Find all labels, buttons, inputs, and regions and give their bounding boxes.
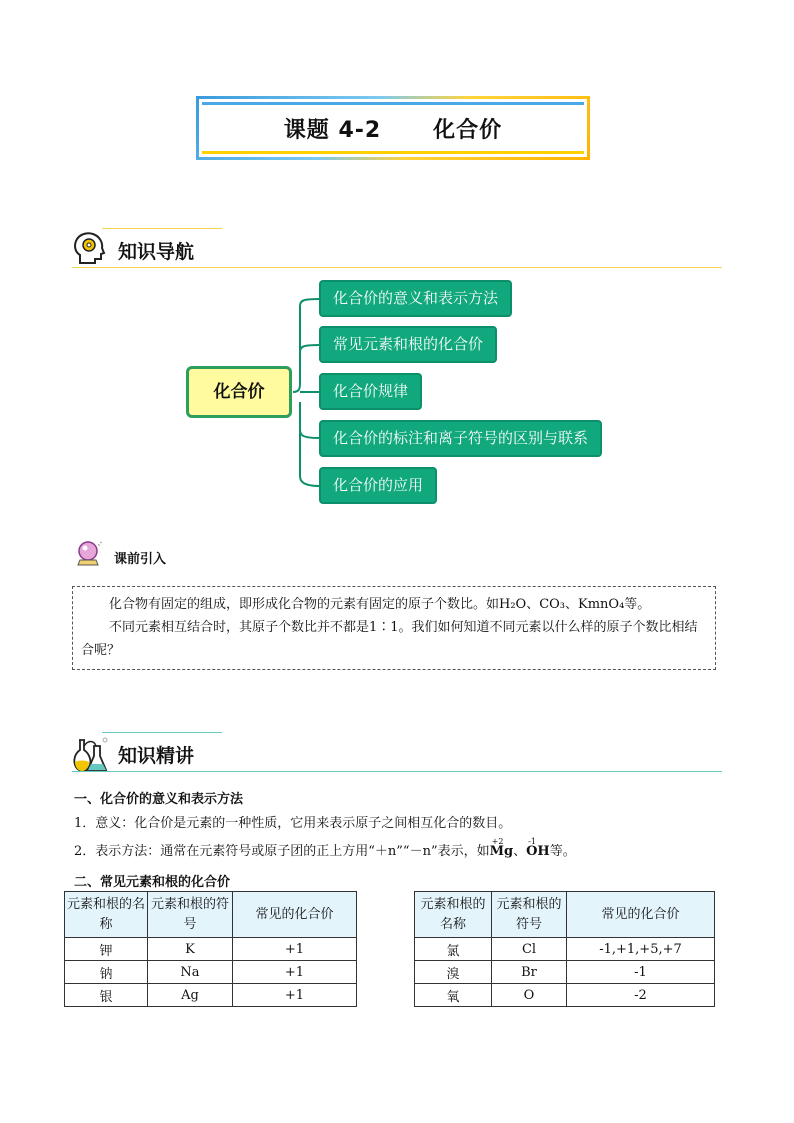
part2-heading: 二、常见元素和根的化合价 xyxy=(74,875,231,890)
flask-icon xyxy=(72,734,112,774)
intro-label: 课前引入 xyxy=(114,552,167,567)
valence-table-right xyxy=(414,891,715,1007)
intro-paragraph: 化合物有固定的组成，即形成化合物的元素有固定的原子个数比。如H₂O、CO₃、KmnO₄等。 xyxy=(109,597,651,612)
head-gear-icon xyxy=(72,230,106,266)
table-row: 钾 K +1 xyxy=(65,938,357,961)
page-title: 课题 4-2 化合价 xyxy=(283,118,503,143)
mindmap-leaf: 化合价规律 xyxy=(319,373,422,410)
part1-heading: 一、化合价的意义和表示方法 xyxy=(74,792,244,807)
crystal-ball-icon xyxy=(74,540,104,568)
section-head-nav xyxy=(72,228,722,268)
table-row: 氯 Cl -1,+1,+5,+7 xyxy=(415,938,715,961)
part1-item1: 1．意义：化合价是元素的一种性质，它用来表示原子之间相互化合的数目。 xyxy=(74,816,512,831)
part1-item2: 2．表示方法：通常在元素符号或原子团的正上方用“＋n”“－n”表示，如 +2 Mg、 -1 OH等。 xyxy=(74,837,576,859)
section-title: 知识导航 xyxy=(118,241,195,263)
title-banner xyxy=(196,96,590,160)
intro-paragraph: 不同元素相互结合时，其原子个数比并不都是1∶1。我们如何知道不同元素以什么样的原子个数比相结合呢？ xyxy=(81,620,698,658)
table-header: 常见的化合价 xyxy=(567,892,715,938)
table-header: 常见的化合价 xyxy=(233,892,357,938)
table-header: 元素和根的符号 xyxy=(148,892,233,938)
mindmap-root: 化合价 xyxy=(186,366,292,418)
table-header: 元素和根的名称 xyxy=(65,892,148,938)
table-row: 溴 Br -1 xyxy=(415,961,715,984)
mindmap-leaf: 化合价的应用 xyxy=(319,467,437,504)
section-title: 知识精讲 xyxy=(118,745,195,767)
table-row: 银 Ag +1 xyxy=(65,984,357,1007)
mindmap-leaf: 常见元素和根的化合价 xyxy=(319,326,497,363)
mindmap-leaf: 化合价的意义和表示方法 xyxy=(319,280,512,317)
valence-example-oh: -1 OH xyxy=(526,837,550,859)
table-header: 元素和根的名称 xyxy=(415,892,492,938)
intro-box xyxy=(72,586,716,670)
valence-example-mg: +2 Mg xyxy=(489,837,514,859)
mindmap-leaf: 化合价的标注和离子符号的区别与联系 xyxy=(319,420,602,457)
section-head-lecture xyxy=(72,732,722,772)
table-row: 氧 O -2 xyxy=(415,984,715,1007)
table-header: 元素和根的符号 xyxy=(492,892,567,938)
table-row: 钠 Na +1 xyxy=(65,961,357,984)
valence-table-left xyxy=(64,891,357,1007)
